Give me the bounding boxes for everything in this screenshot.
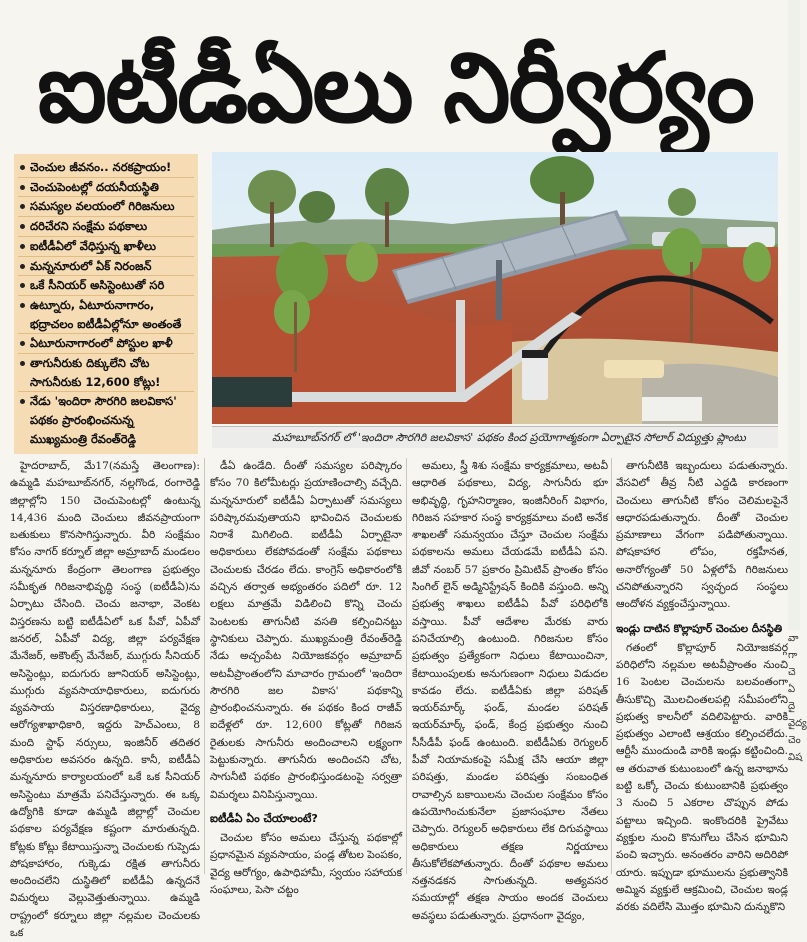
highlight-item: ఉట్నూరు, ఏటూరునాగారం, xyxy=(18,296,194,315)
solar-plant-photo xyxy=(212,152,778,424)
column-divider xyxy=(406,458,407,874)
highlight-item: దరిచేరని సంక్షేమ పథకాలు xyxy=(18,217,194,237)
adjacent-page-edge xyxy=(788,0,800,630)
highlight-item: తాగునీరుకు దిక్కులేని చోట xyxy=(18,354,194,373)
highlights-box xyxy=(14,154,198,454)
article-paragraph: గతంలో కొల్లాపూర్ నియోజకవర్గ పరిధిలోని నల్లమల అటవీప్రాంతం నుంచి 16 పెంటల చెంచులను బలవంతంగా తీసుకొచ్చి మొలచింతలపల్లి సమీపంలోని ప్రభుత్వ కాలనీలో వదిలిపెట్టారు. వారికి ప్రభుత్వం ఎలాంటి ఆశ్రయం కల్పించలేదు. ఆర్టీసీ ముందుండి వారికి ఇండ్లు కట్టించింది. ఆ తరువాత కుటుంబంలో ఉన్న జనాభాను బట్టి ఒక్కో చెంచు కుటుంబానికి ప్రభుత్వం 3 నుంచి 5 ఎకరాల చొప్పున పోడు పట్టాలు ఇచ్చింది. ఇంకొందరికి ప్రైవేటు వ్యక్తుల నుంచి కొనుగోలు చేసిన భూమిని పంచి ఇచ్చారు. అనంతరం వారిని అదిరిపో యారు. ఇప్పుడా భూములను ప్రభుత్వానికి అమ్మిన వ్యక్తులే ఆక్రమించి, చెంచుల ఇండ్ల వరకు వదిలేసి మొత్తం భూమిని దున్నుకొని xyxy=(616,641,788,914)
article-paragraph: చెంచుల కోసం అమలు చేస్తున్న పథకాల్లో ప్రధానమైన వ్యవసాయం, పండ్ల తోటల పెంపకం, వైద్య ఆరోగ్యం, ఉపాధిహామీ, స్వయం సహాయక సంఘాలు, పెసా చట్టం xyxy=(210,831,403,896)
article-column-4 xyxy=(616,458,788,914)
article-paragraph: హైదరాబాద్, మే17(నమస్తే తెలంగాణ): ఉమ్మడి మహబూబ్‌నగర్, నల్లగొండ, రంగారెడ్డి జిల్లాల్లోని 150 చెంచుపెంటల్లో ఉంటున్న 14,436 మంది చెంచులు జీవనప్రాయంగా బతుకులు కొనసాగిస్తున్నారు. వీరి సంక్షేమం కోసం నాగర్ కర్నూల్ జిల్లా అమ్రాబాద్ మండలం మన్ననూరు కేంద్రంగా తెలంగాణ ప్రభుత్వం సమీకృత గిరిజనాభివృద్ధి సంస్థ (ఐటీడీఏ)ను ఏర్పాటు చేసింది. చెంచు జనాభా, వెంకట విస్తరణను బట్టి ఐటీడీఏలో ఒక పీవో, ఏపీవో జనరల్, ఏపీవో విద్య, జిల్లా పర్యవేక్షణ మేనేజర్, అకౌంట్స్ మేనేజర్, ముగ్గురు సీనియర్ అసిస్టెంట్లు, ఐదుగురు జూనియర్ అసిస్టెంట్లు, ముగ్గురు వ్యవసాయాధికారులు, ఐదుగురు వ్యవసాయ విస్తరణాధికారులు, వైద్య ఆరోగ్యశాఖాధికారి, ఇద్దరు హెచ్‌ఎంలు, 8 మంది స్టాఫ్ నర్సులు, ఇంజినీర్ తదితర అధికారుల అవసరం ఉన్నది. కానీ, ఐటీడీఏ మన్ననూరు కార్యాలయంలో ఒకే ఒక సీనియర్ అసిస్టెంటు మాత్రమే పనిచేస్తున్నారు. ఈ ఒక్క ఉద్యోగికి కూడా ఉమ్మడి జిల్లాల్లో చెంచుల పథకాల పర్యవేక్షణ కష్టంగా మారుతున్నది. కోట్లకు కోట్లు కేటాయిస్తున్నా చెంచులకు గుప్పెడు పోషకాహారం, గుక్కెడు రక్షిత తాగునీరు అందించలేని దుస్థితిలో ఐటీడీఏ ఉన్నదనే విమర్శలు వెల్లువెత్తుతున్నాయి. ఉమ్మడి రాష్ట్రంలో కర్నూలు జిల్లా నల్లమల చెంచులకు ఒక xyxy=(10,460,200,940)
highlight-item: ఏటూరునాగారంలో పోస్టుల ఖాళీ xyxy=(18,334,194,354)
column-divider xyxy=(204,458,205,874)
highlight-item: ఒకే సీనియర్ అసిస్టెంటుతో సరి xyxy=(18,276,194,296)
highlight-item: మన్ననూరులో ఏక్ నిరంజన్ xyxy=(18,257,194,277)
highlight-item: ఐటీడీఏలో వేధిస్తున్న ఖాళీలు xyxy=(18,237,194,257)
article-column-3 xyxy=(412,458,608,922)
highlight-item-cont: సాగునీరుకు 12,600 కోట్లు! xyxy=(18,373,194,393)
adjacent-column-fragment: వా గా చె ఏ దై వైద్య చెం విష xyxy=(788,633,807,763)
highlight-item: నేడు 'ఇందిరా సౌరగిరి జలవికాస' xyxy=(18,392,194,411)
article-column-1 xyxy=(10,458,200,940)
section-subheading: ఐటీడీఏ ఏం చేయాలంటే? xyxy=(210,811,318,825)
article-column-2 xyxy=(210,458,403,896)
highlight-item: చెంచుల జీవనం.. నరకప్రాయం! xyxy=(18,158,194,178)
article-paragraph: డీఏ ఉండేది. దీంతో సమస్యల పరిష్కారం కోసం 70 కిలోమీటర్లు ప్రయాణించాల్సి వచ్చేది. మన్ననూరులో ఐటీడీఏ ఏర్పాటుతో సమస్యలు పరిష్కారమవుతాయని భావించిన చెంచులకు నిరాశే మిగిలింది. ఐటీడీఏ ఏర్పాటైనా అధికారులు లేకపోవడంతో సంక్షేమ పథకాలు చెంచులకు చేరడం లేదు. కాంగ్రెస్ అధికారంలోకి వచ్చిన తర్వాత అభ్యంతరం పదిలో రూ. 12 లక్షలు మాత్రమే విడిలించి కొన్ని చెంచు పెంటలకు తాగునీటి వసతి కల్పించినట్టు స్థానికులు చెప్పారు. ముఖ్యమంత్రి రేవంత్‌రెడ్డి నేడు అచ్చంపేట నియోజకవర్గం అమ్రాబాద్ అటవీప్రాంతంలోని మాచారం గ్రామంలో 'ఇందిరా సౌరగిరి జల వికాస' పథకాన్ని ప్రారంభించనున్నారు. ఈ పథకం కింద రాజీవ్ ఐదేళ్లలో రూ. 12,600 కోట్లతో గిరిజన రైతులకు సాగునీరు అందించాలని లక్ష్యంగా పెట్టుకున్నారు. తాగునీరు అందించని చోట, సాగునీటి పథకం ప్రారంభిస్తుండటంపై సర్వత్రా విమర్శలు వినిపిస్తున్నాయి. xyxy=(210,460,402,801)
column-divider xyxy=(611,458,612,874)
headline: ఐటీడీఏలు నిర్వీర్యం xyxy=(37,32,753,144)
photo-illustration xyxy=(212,152,778,424)
photo-caption: మహబూబ్‌నగర్ లో 'ఇందిరా సౌరగిరి జలవికాస' పథకం కింద ప్రయోగాత్మకంగా ఏర్పాటైన సోలార్ విద్యుత్తు ప్లాంటు xyxy=(212,426,778,448)
article-paragraph: తాగునీటికి ఇబ్బందులు పడుతున్నారు. వేసవిలో తీవ్ర నీటి ఎద్దడి కారణంగా చెంచులు తాగునీటి కోసం చెలిమలపైనే ఆధారపడుతున్నారు. దీంతో చెంచుల ప్రమాణాలు వేగంగా పడిపోతున్నాయి. పోషకాహార లోపం, రక్తహీనత, అనారోగ్యంతో 50 ఏళ్లలోపే గిరిజనులు చనిపోతున్నారని స్వచ్ఛంద సంస్థలు ఆందోళన వ్యక్తంచేస్తున్నాయి. xyxy=(616,460,788,611)
highlight-item: చెంచుపెంటల్లో దయనీయస్థితి xyxy=(18,178,194,198)
highlight-item-cont: భద్రాచలం ఐటీడీఏల్లోనూ అంతంతే xyxy=(18,315,194,335)
highlight-item: సమస్యల వలయంలో గిరిజనులు xyxy=(18,197,194,217)
article-paragraph: అమలు, స్త్రీ శిశు సంక్షేమ కార్యక్రమాలు, అటవీ ఆధారిత పథకాలు, విద్య, సాగునీరు భూ అభివృద్ధి, గృహనిర్మాణం, ఇంజినీరింగ్ విభాగం, గిరిజన సహకార సంస్థ కార్యక్రమాలు వంటి అనేక శాఖలతో సమన్వయం చేస్తూ చెంచుల సంక్షేమ పథకాలను అమలు చేయడమే ఐటీడీఏ పని. జీవో నంబర్ 57 ప్రకారం ప్రిమిటివ్ ప్రాంతం కోసం సింగిల్ లైన్ అడ్మినిస్ట్రేషన్ కిందికి వస్తుంది. అన్ని ప్రభుత్వ శాఖలు ఐటీడీఏ పీవో పరిధిలోకి వస్తాయి. పీవో ఆదేశాల మేరకు వారు పనిచేయాల్సి ఉంటుంది. గిరిజనుల కోసం ప్రభుత్వం ప్రత్యేకంగా నిధులు కేటాయించినా, కేటాయింపులకు అనుగుణంగా నిధులు విడుదల కావడం లేదు. ఐటీడీఏకు జిల్లా పరిషత్ ఇయర్‌మార్క్ ఫండ్, మండల పరిషత్ ఇయర్‌మార్క్ ఫండ్, కేంద్ర ప్రభుత్వం నుంచి సీసీడీపీ ఫండ్ ఉంటుంది. ఐటీడీఏకు రెగ్యులర్ పీవో నియామకంపై సమీక్ష చేసి ఆయా జిల్లా పరిషత్తు, మండల పరిషత్తు సంబంధిత రావాల్సిన బకాయిలను చెంచుల సంక్షేమం కోసం ఉపయోగించుకునేలా ప్రజాసంఘాల నేతలు చెప్పారు. రెగ్యులర్ అధికారులు లేక దిగువస్థాయి అధికారులు తక్షణ నిర్ణయాలు తీసుకోలేకపోతున్నారు. దీంతో పథకాల అమలు నత్తనడకన సాగుతున్నది. అత్యవసర సమయాల్లో తక్షణ సాయం అందక చెంచులు అవస్థలు పడుతున్నారు. ప్రధానంగా వైద్యం, xyxy=(412,460,608,922)
section-subheading: ఇండ్లు దాటిన కొల్లాపూర్ చెంచుల దీనస్థితి xyxy=(616,622,783,635)
highlight-item-cont: ముఖ్యమంత్రి రేవంత్‌రెడ్డి xyxy=(30,431,137,446)
highlight-item-cont: పథకం ప్రారంభించనున్న xyxy=(30,413,134,428)
